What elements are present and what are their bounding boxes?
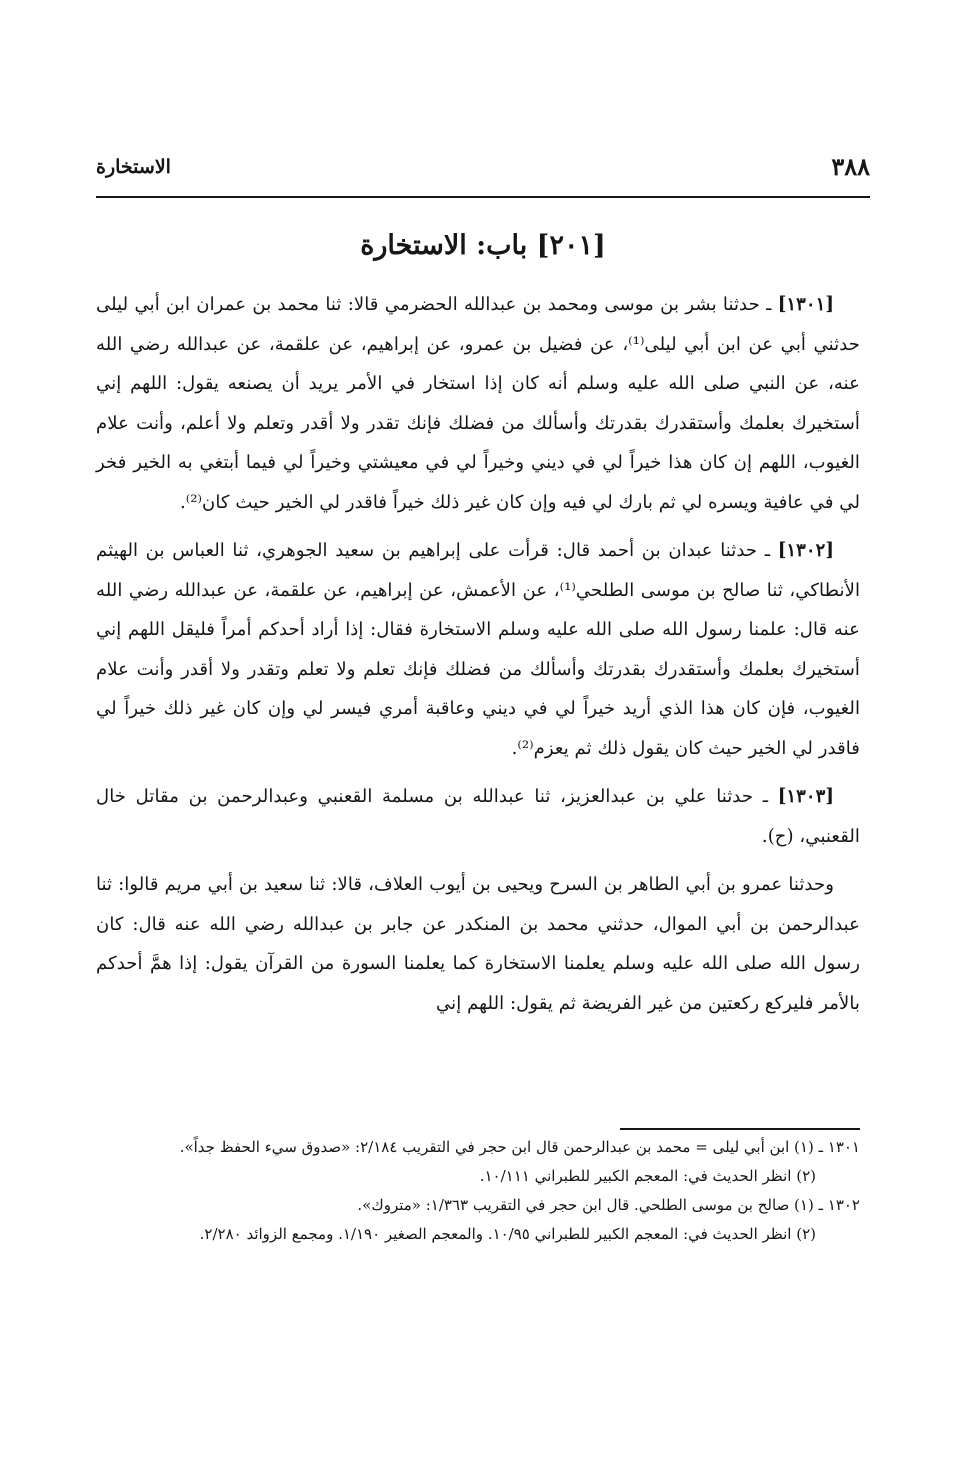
hadith-1303-continued — [96, 865, 860, 1023]
footnotes — [96, 1134, 860, 1250]
footnote: (٢) انظر الحديث في: المعجم الكبير للطبراني ١٠/١١١. — [479, 1167, 816, 1185]
hadith-1303 — [96, 777, 860, 856]
chapter-title: [٢٠١] باب: الاستخارة — [360, 230, 606, 261]
hadith-1302 — [96, 531, 860, 768]
page-number: ٣٨٨ — [831, 152, 870, 181]
footnote: ١٣٠١ ـ (١) ابن أبي ليلى = محمد بن عبدالرحمن قال ابن حجر في التقريب ٢/١٨٤: «صدوق سيء الحفظ جداً». — [179, 1138, 860, 1156]
hadith-number: [١٣٠٢] — [777, 540, 834, 561]
footnote: (٢) انظر الحديث في: المعجم الكبير للطبراني ١٠/٩٥. والمعجم الصغير ١/١٩٠. ومجمع الزوائد ٢/٢٨٠. — [199, 1225, 816, 1243]
footnote-divider — [620, 1128, 860, 1130]
hadith-text: ـ حدثنا عبدان بن أحمد قال: قرأت على إبراهيم بن سعيد الجوهري، ثنا العباس بن الهيثم الأنطاكي، ثنا صالح بن موسى الطلحي⁽¹⁾، عن الأعمش، عن إبراهيم، عن علقمة، عن عبدالله رضي الله عنه قال: علمنا رسول الله صلى الله عليه وسلم الاستخارة فقال: إذا أراد أحدكم أمراً فليقل اللهم إني أستخيرك بعلمك وأستقدرك بقدرتك وأسألك من فضلك فإنك تعلم ولا تعلم وتقدر ولا أقدر وأنت علام الغيوب، فإن كان هذا الذي أريد خيراً لي في ديني وعاقبة أمري فيسر لي وإن كان غير ذلك خيراً لي فاقدر لي الخير حيث كان يقول ذلك ثم يعزم⁽²⁾. — [96, 540, 861, 759]
hadith-number: [١٣٠١] — [777, 294, 834, 315]
hadith-text: وحدثنا عمرو بن أبي الطاهر بن السرح ويحيى بن أيوب العلاف، قالا: ثنا سعيد بن أبي مريم قالوا: ثنا عبدالرحمن بن أبي الموال، حدثني محمد بن المنكدر عن جابر بن عبدالله رضي الله عنه قال: كان رسول الله صلى الله عليه وسلم يعلمنا الاستخارة كما يعلمنا السورة من القرآن يقول: إذا همَّ أحدكم بالأمر فليركع ركعتين من غير الفريضة ثم يقول: اللهم إني — [96, 874, 860, 1014]
running-title: الاستخارة — [96, 156, 171, 178]
footnote: ١٣٠٢ ـ (١) صالح بن موسى الطلحي. قال ابن حجر في التقريب ١/٣٦٣: «متروك». — [357, 1196, 860, 1214]
running-header — [96, 150, 870, 198]
hadith-number: [١٣٠٣] — [777, 786, 834, 807]
hadith-text: ـ حدثنا بشر بن موسى ومحمد بن عبدالله الحضرمي قالا: ثنا محمد بن عمران ابن أبي ليلى حدثني أبي عن ابن أبي ليلى⁽¹⁾، عن فضيل بن عمرو، عن إبراهيم، عن علقمة، عن عبدالله رضي الله عنه، عن النبي صلى الله عليه وسلم أنه كان إذا استخار في الأمر يريد أن يصنعه يقول: اللهم إني أستخيرك بعلمك وأستقدرك بقدرتك وأسألك من فضلك فإنك تقدر ولا أقدر وتعلم ولا أعلم، وأنت علام الغيوب، اللهم إن كان هذا خيراً لي في ديني وخيراً لي في معيشتي وخيراً لي فيما أبتغي به الخير فخر لي في عافية ويسره لي ثم بارك لي فيه وإن كان غير ذلك خيراً فاقدر لي الخير حيث كان⁽²⁾. — [96, 294, 860, 513]
main-text — [96, 285, 860, 1023]
hadith-text: ـ حدثنا علي بن عبدالعزيز، ثنا عبدالله بن مسلمة القعنبي وعبدالرحمن بن مقاتل خال القعنبي، (ح). — [96, 786, 860, 847]
hadith-1301 — [96, 285, 860, 522]
